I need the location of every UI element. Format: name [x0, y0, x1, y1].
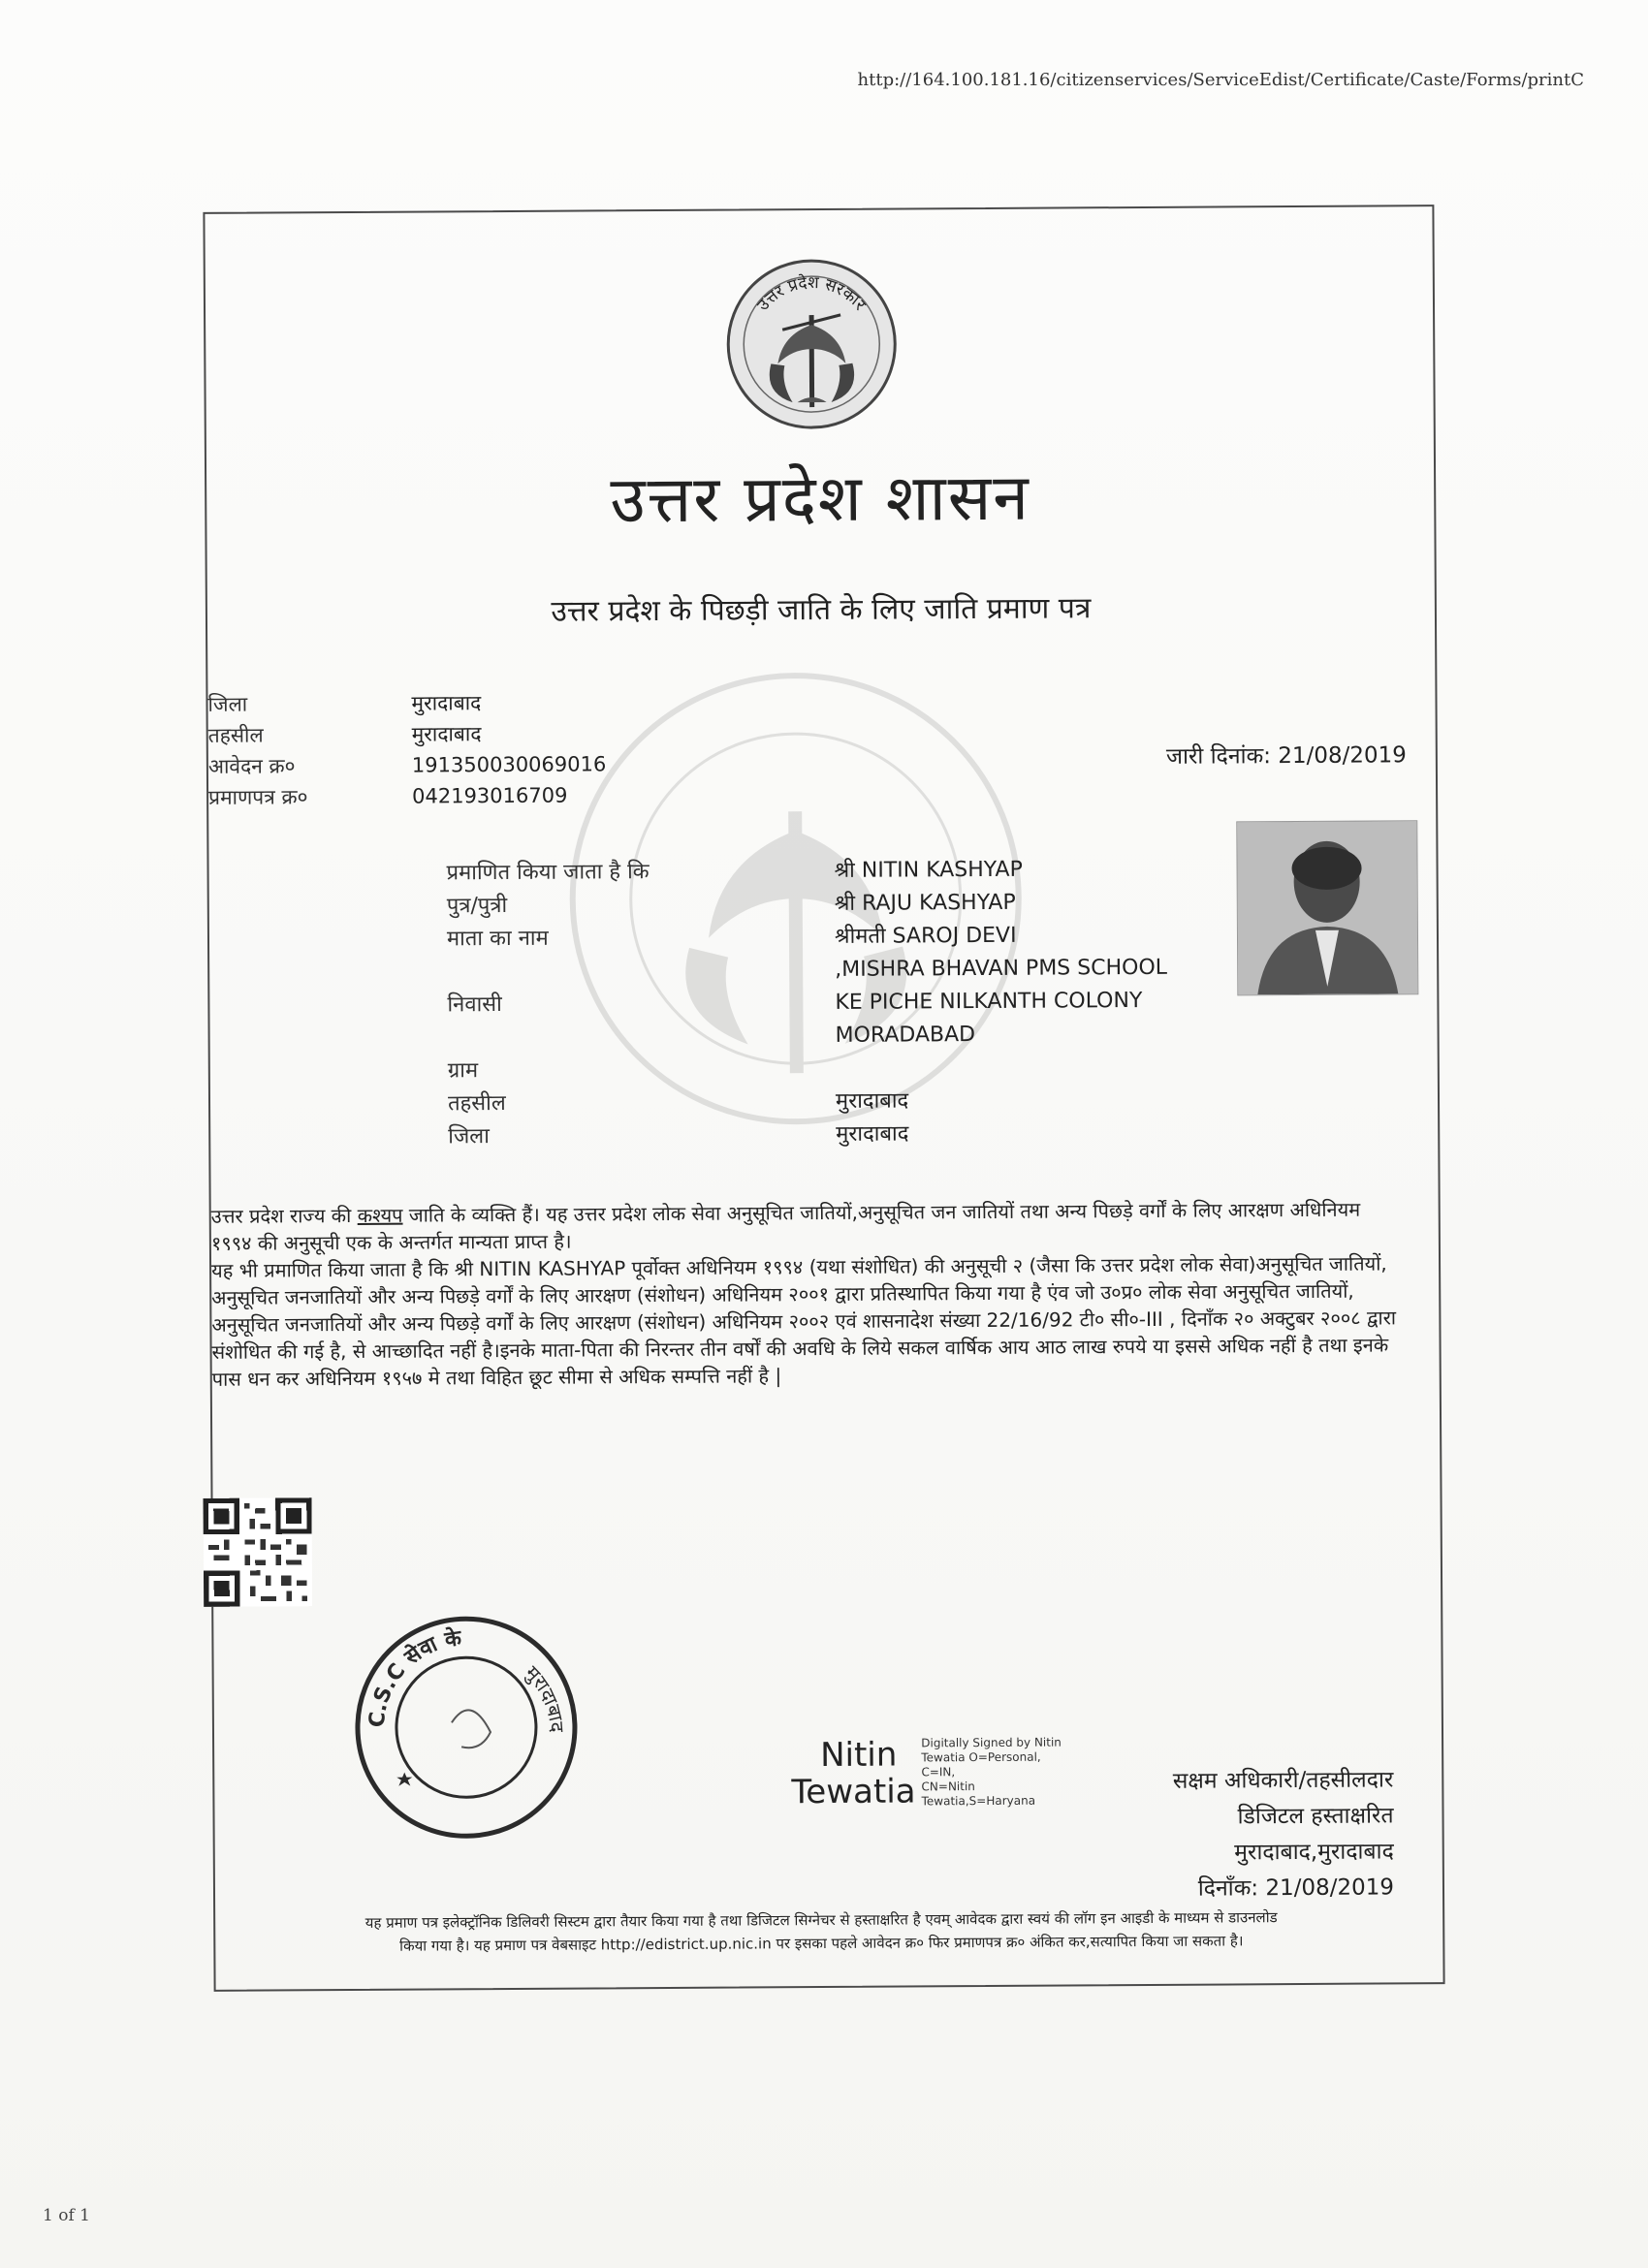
tehsil-label: तहसील — [207, 723, 264, 747]
certificate-number-value: 042193016709 — [412, 783, 568, 808]
detail-value: ,MISHRA BHAVAN PMS SCHOOL — [835, 955, 1168, 982]
certificate-frame — [203, 205, 1444, 1992]
detail-value — [836, 1050, 1223, 1085]
signer-first-name: Nitin — [820, 1735, 898, 1776]
detail-value: श्री NITIN KASHYAP — [834, 857, 1023, 883]
detail-label: ग्राम — [447, 1058, 479, 1084]
signature-detail-line: Tewatia,S=Haryana — [921, 1793, 1036, 1809]
certification-paragraph: यह भी प्रमाणित किया जाता है कि श्री NITIN KASHYAP पूर्वोक्त अधिनियम १९९४ (यथा संशोधित) की अनुसूची २ (जैसा कि उत्तर प्रदेश लोक सेवा)अनुसूचित जातियों, अनुसूचित जनजातियों और अन्य पिछड़े वर्गों के लिए आरक्षण (संशोधन) अधिनियम २००१ द्वारा प्रतिस्थापित किया गया है एंव जो उ०प्र० लोक सेवा अनुसूचित जातियों, अनुसूचित जनजातियों और अन्य पिछड़े वर्गों के लिए आरक्षण (संशोधन) अधिनियम २००२ एवं शासनादेश संख्या 22/16/92 टी० सी०-III , दिनाँक २० अक्टुबर २००८ द्वारा संशोधित की गई है, से आच्छादित नहीं है।इनके माता-पिता की निरन्तर तीन वर्षों की अवधि के लिये सकल वार्षिक आय आठ लाख रुपये या इससे अधिक नहीं है तथा इनके पास धन कर अधिनियम १९५७ मे तथा विहित छूट सीमा से अधिक सम्पत्ति नहीं है | — [211, 1251, 1397, 1391]
detail-label: माता का नाम — [446, 926, 549, 952]
verification-footer — [206, 1905, 1437, 1959]
applicant-photo — [1236, 820, 1418, 995]
detail-value: MORADABAD — [835, 1023, 976, 1048]
detail-label: जिला — [448, 1124, 490, 1150]
detail-row — [448, 1083, 1223, 1120]
footer-line: यह प्रमाण पत्र इलेक्ट्रॉनिक डिलिवरी सिस्टम द्वारा तैयार किया गया है तथा डिजिटल सिग्नेचर से हस्ताक्षरित है एवम् आवेदक द्वारा स्वयं की लॉग इन आइडी के माध्यम से डाउनलोड — [364, 1908, 1278, 1932]
authority-date: दिनाँक: 21/08/2019 — [1197, 1874, 1395, 1902]
detail-row — [447, 885, 1222, 923]
detail-row — [448, 1116, 1223, 1153]
caste-paragraph — [211, 1195, 1404, 1257]
signature-detail-line: Digitally Signed by Nitin — [921, 1735, 1062, 1750]
detail-label: तहसील — [447, 1091, 506, 1117]
issuing-authority — [1173, 1762, 1394, 1906]
tehsil-value: मुरादाबाद — [411, 722, 482, 746]
detail-row — [447, 984, 1222, 1022]
district-label: जिला — [207, 692, 248, 716]
application-number-value: 191350030069016 — [411, 752, 607, 777]
detail-label: पुत्र/पुत्री — [446, 893, 508, 919]
up-emblem-icon — [724, 257, 900, 432]
para1-prefix: उत्तर प्रदेश राज्य की — [210, 1203, 358, 1228]
detail-label: निवासी — [447, 992, 502, 1018]
detail-value: मुरादाबाद — [835, 1088, 909, 1114]
signer-name — [791, 1736, 916, 1811]
district-value: मुरादाबाद — [411, 691, 482, 715]
signer-last-name: Tewatia — [791, 1772, 916, 1812]
detail-row — [447, 918, 1222, 956]
signature-detail-line: Tewatia O=Personal, C=IN, — [921, 1749, 1041, 1780]
detail-value: मुरादाबाद — [836, 1121, 909, 1147]
browser-url: http://164.100.181.16/citizenservices/ServiceEdist/Certificate/Caste/Forms/printC — [857, 70, 1584, 90]
meta-district-row — [207, 686, 606, 720]
qr-code-icon — [204, 1497, 313, 1607]
authority-title: सक्षम अधिकारी/तहसीलदार — [1172, 1767, 1394, 1794]
signature-details — [921, 1735, 1076, 1809]
signature-detail-line: CN=Nitin — [921, 1780, 975, 1794]
certificate-meta — [207, 686, 606, 813]
stamp-top-text: C.S.C सेवा के — [364, 1625, 463, 1729]
detail-row — [448, 1050, 1223, 1087]
certificate-body — [211, 1195, 1405, 1393]
meta-certificate-row — [208, 779, 607, 813]
application-number-label: आवेदन क्र० — [207, 754, 296, 778]
csc-seal-stamp-icon — [344, 1606, 588, 1850]
person-photo-icon — [1237, 821, 1417, 994]
caste-name: कश्यप — [357, 1203, 403, 1227]
footer-line: किया गया है। यह प्रमाण पत्र वेबसाइट http://edistrict.up.nic.in पर इसका पहले आवेदन क्र० फिर प्रमाणपत्र क्र० अंकित कर,सत्यापित किया जा सकता है। — [399, 1932, 1244, 1955]
detail-label: प्रमाणित किया जाता है कि — [446, 860, 650, 886]
detail-row — [448, 1017, 1223, 1055]
issue-date: जारी दिनांक: 21/08/2019 — [1165, 742, 1407, 770]
detail-value: श्रीमती SAROJ DEVI — [834, 923, 1017, 949]
meta-application-row — [208, 748, 607, 782]
emblem-arc-text: उत्तर प्रदेश सरकार — [753, 272, 870, 315]
para1-suffix: जाति के व्यक्ति हैं। यह उत्तर प्रदेश लोक सेवा अनुसूचित जातियों,अनुसूचित जन जातियों तथा अन्य पिछड़े वर्गों के लिए आरक्षण अधिनियम १९९४ की अनुसूची एक के अन्तर्गत मान्यता प्राप्त है। — [210, 1197, 1361, 1255]
meta-tehsil-row — [208, 717, 607, 751]
detail-label — [448, 1020, 836, 1055]
applicant-details — [446, 852, 1223, 1153]
certificate-subtitle: उत्तर प्रदेश के पिछड़ी जाति के लिए जाति प्रमाण पत्र — [551, 591, 1092, 629]
page-count: 1 of 1 — [43, 2206, 90, 2225]
detail-row — [447, 951, 1222, 989]
authority-location: मुरादाबाद,मुरादाबाद — [1234, 1839, 1394, 1866]
authority-signed-note: डिजिटल हस्ताक्षरित — [1237, 1803, 1394, 1830]
detail-row — [446, 852, 1221, 890]
detail-value: KE PICHE NILKANTH COLONY — [835, 988, 1143, 1015]
digital-signature — [791, 1735, 1077, 1811]
svg-text:C.S.C सेवा के — [364, 1624, 464, 1729]
stamp-right-text: मुरादाबाद — [521, 1660, 569, 1734]
detail-value: श्री RAJU KASHYAP — [834, 890, 1016, 916]
detail-label — [447, 954, 835, 989]
page-title: उत्तर प्रदेश शासन — [610, 459, 1031, 538]
certificate-number-label: प्रमाणपत्र क्र० — [208, 785, 308, 809]
